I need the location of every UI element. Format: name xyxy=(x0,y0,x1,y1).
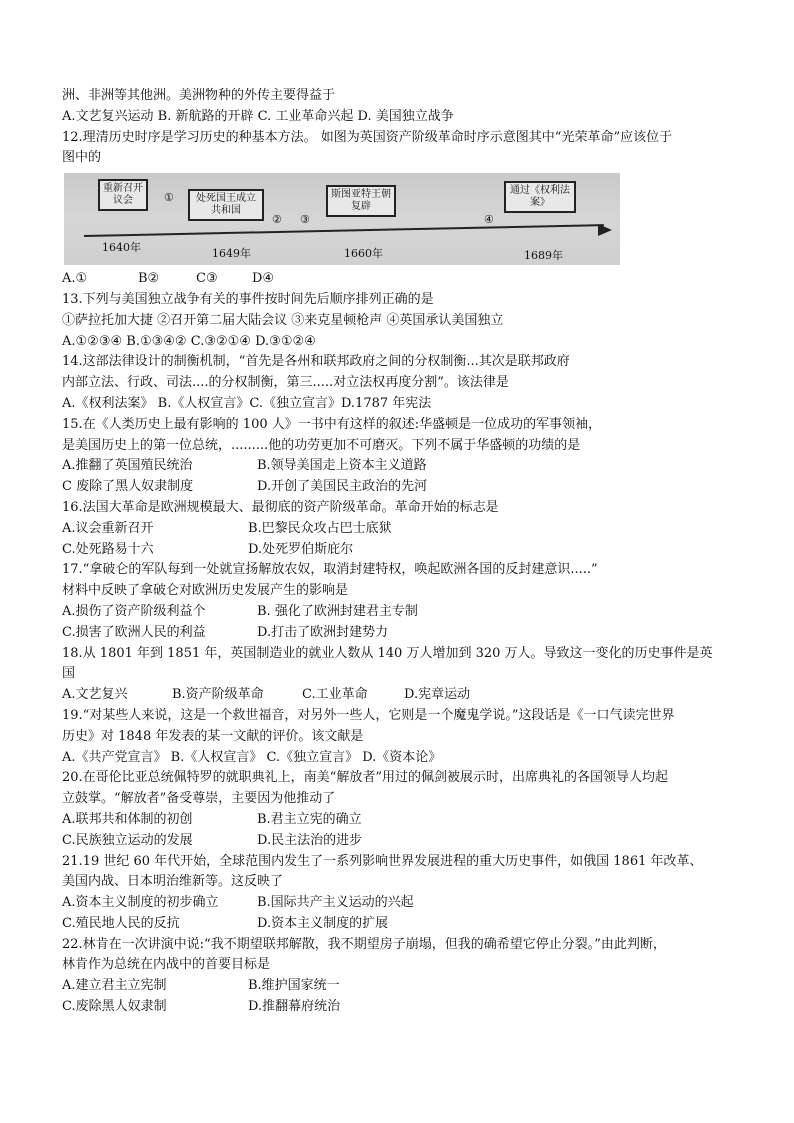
timeline-box-3: 斯图亚特王朝复辟 xyxy=(326,185,396,217)
q22-stem: 22.林肯在一次讲演中说:“我不期望联邦解散，我不期望房子崩塌，但我的确希望它停止分裂。”由此判断， xyxy=(62,936,666,952)
q16-option-c: C.处死路易十六 xyxy=(62,541,154,557)
q18-option-a: A.文艺复兴 xyxy=(62,687,128,703)
q17-options-row-2 xyxy=(62,623,742,644)
q13-options: A.①②③④ B.①③④② C.③②①④ D.③①②④ xyxy=(62,333,316,349)
q20-option-a: A.联邦共和体制的初创 xyxy=(62,811,193,827)
timeline-mark-3: ③ xyxy=(300,213,310,227)
q22-option-d: D.推翻幕府统治 xyxy=(248,999,341,1015)
timeline-arrow xyxy=(598,224,612,236)
q22-options-row-1 xyxy=(62,976,742,997)
q21-option-b: B.国际共产主义运动的兴起 xyxy=(257,895,414,911)
q11-stem-tail: 洲、非洲等其他洲。美洲物种的外传主要得益于 xyxy=(62,88,336,103)
q18-option-b: B.资产阶级革命 xyxy=(172,687,264,703)
q16-options-row-2 xyxy=(62,540,742,561)
q12-option-d: D④ xyxy=(252,271,275,287)
timeline-box-2: 处死国王成立共和国 xyxy=(188,189,264,221)
q21-options-row-2 xyxy=(62,914,742,935)
timeline-box-1: 重新召开议会 xyxy=(98,179,148,211)
q18-option-c: C.工业革命 xyxy=(302,687,368,703)
q16-option-a: A.议会重新召开 xyxy=(62,520,154,536)
q16-option-d: D.处死罗伯斯庇尔 xyxy=(248,541,354,557)
q14-stem: 14.这部法律设计的制衡机制，“首先是各州和联邦政府之间的分权制衡...其次是联邦政府 xyxy=(62,354,570,370)
q15-option-a: A.推翻了英国殖民统治 xyxy=(62,458,193,474)
q12-option-a: A.① xyxy=(62,271,88,287)
q22-options-row-2 xyxy=(62,997,742,1018)
q18-option-d: D.宪章运动 xyxy=(404,687,471,703)
q21-stem: 21.19 世纪 60 年代开始，全球范围内发生了一系列影响世界发展进程的重大历史事件，如俄国 1861 年改革、 xyxy=(62,853,703,869)
q18-stem: 18.从 1801 年到 1851 年，英国制造业的就业人数从 140 万人增加到 320 万人。导致这一变化的历史事件是英 xyxy=(62,645,713,661)
q15-option-c: C 废除了黑人奴隶制度 xyxy=(62,479,194,495)
q12-option-c: C③ xyxy=(196,271,218,287)
timeline-mark-4: ④ xyxy=(484,213,494,227)
q20-option-b: B.君主立宪的确立 xyxy=(257,811,362,827)
q11-options: A.文艺复兴运动 B. 新航路的开辟 C. 工业革命兴起 D. 美国独立战争 xyxy=(62,108,454,124)
timeline-mark-1: ① xyxy=(164,191,174,205)
exam-page xyxy=(62,86,742,1018)
q20-stem-2: 立鼓掌。“解放者”备受尊崇，主要因为他推动了 xyxy=(62,791,336,807)
q12-option-b: B② xyxy=(138,271,160,287)
q20-option-d: D.民主法治的进步 xyxy=(257,832,363,848)
q14-stem-2: 内部立法、行政、司法....的分权制衡，第三.....对立法权再度分割”。该法律是 xyxy=(62,375,509,391)
q19-options: A.《共产党宣言》 B.《人权宣言》 C.《独立宣言》 D.《资本论》 xyxy=(62,749,442,765)
q18-options xyxy=(62,685,742,706)
q20-options-row-1 xyxy=(62,810,742,831)
timeline-year-1: 1640年 xyxy=(102,241,141,255)
timeline-box-4: 通过《权利法案》 xyxy=(504,181,576,213)
q12-stem-2: 图中的 xyxy=(62,150,102,166)
q16-options-row-1 xyxy=(62,519,742,540)
timeline-axis xyxy=(84,224,604,237)
q20-options-row-2 xyxy=(62,831,742,852)
timeline-figure xyxy=(64,173,620,265)
q17-stem: 17.“拿破仑的军队每到一处就宣扬解放农奴，取消封建特权，唤起欧洲各国的反封建意识.....” xyxy=(62,562,598,578)
q17-option-d: D.打击了欧洲封建势力 xyxy=(257,624,389,640)
q17-stem-2: 材料中反映了拿破仑对欧洲历史发展产生的影响是 xyxy=(62,583,349,599)
timeline-year-4: 1689年 xyxy=(524,249,563,263)
q15-stem: 15.在《人类历史上最有影响的 100 人》一书中有这样的叙述:华盛顿是一位成功的军事领袖， xyxy=(62,416,602,432)
q15-options-row-1 xyxy=(62,456,742,477)
q15-options-row-2 xyxy=(62,477,742,498)
q22-stem-2: 林肯作为总统在内战中的首要目标是 xyxy=(62,957,271,973)
q16-stem: 16.法国大革命是欧洲规模最大、最彻底的资产阶级革命。革命开始的标志是 xyxy=(62,499,499,515)
timeline-year-3: 1660年 xyxy=(344,247,383,261)
q15-option-b: B.领导美国走上资本主义道路 xyxy=(257,458,427,474)
q12-options xyxy=(62,269,742,290)
q17-option-a: A.损伤了资产阶级利益个 xyxy=(62,603,206,619)
q21-option-d: D.资本主义制度的扩展 xyxy=(257,915,389,931)
q16-option-b: B.巴黎民众攻占巴士底狱 xyxy=(248,520,392,536)
q17-option-c: C.损害了欧洲人民的利益 xyxy=(62,624,206,640)
q18-stem-2: 国 xyxy=(62,666,76,682)
q20-stem: 20.在哥伦比亚总统佩特罗的就职典礼上，南美“解放者”用过的佩剑被展示时，出席典礼的各国领导人均起 xyxy=(62,770,668,786)
q19-stem: 19.“对某些人来说，这是一个救世福音，对另外一些人，它则是一个魔鬼学说。”这段话是《一口气读完世界 xyxy=(62,707,675,723)
q17-option-b: B. 强化了欧洲封建君主专制 xyxy=(257,603,418,619)
q13-stem: 13.下列与美国独立战争有关的事件按时间先后顺序排列正确的是 xyxy=(62,291,434,307)
q14-options: A.《权利法案》 B.《人权宣言》C.《独立宣言》D.1787 年宪法 xyxy=(62,395,432,411)
q20-option-c: C.民族独立运动的发展 xyxy=(62,832,193,848)
q15-stem-2: 是美国历史上的第一位总统，.........他的功劳更加不可磨灭。下列不属于华盛顿的功绩的是 xyxy=(62,437,581,453)
q19-stem-2: 历史》对 1848 年发表的某一文献的评价。该文献是 xyxy=(62,728,364,744)
q17-options-row-1 xyxy=(62,602,742,623)
q21-option-a: A.资本主义制度的初步确立 xyxy=(62,895,219,911)
q12-stem: 12.理清历史时序是学习历史的种基本方法。 如图为英国资产阶级革命时序示意图其中“光荣革命”应该位于 xyxy=(62,129,673,145)
q21-stem-2: 美国内战、日本明治维新等。这反映了 xyxy=(62,874,284,890)
q21-options-row-1 xyxy=(62,893,742,914)
q22-option-a: A.建立君主立宪制 xyxy=(62,978,167,994)
timeline-mark-2: ② xyxy=(272,213,282,227)
q22-option-c: C.废除黑人奴隶制 xyxy=(62,999,167,1015)
timeline-year-2: 1649年 xyxy=(212,247,251,261)
q13-statements: ①萨拉托加大捷 ②召开第二届大陆会议 ③来克星顿枪声 ④英国承认美国独立 xyxy=(62,312,504,328)
q22-option-b: B.维护国家统一 xyxy=(248,978,340,994)
q21-option-c: C.殖民地人民的反抗 xyxy=(62,915,180,931)
q15-option-d: D.开创了美国民主政治的先河 xyxy=(257,479,428,495)
